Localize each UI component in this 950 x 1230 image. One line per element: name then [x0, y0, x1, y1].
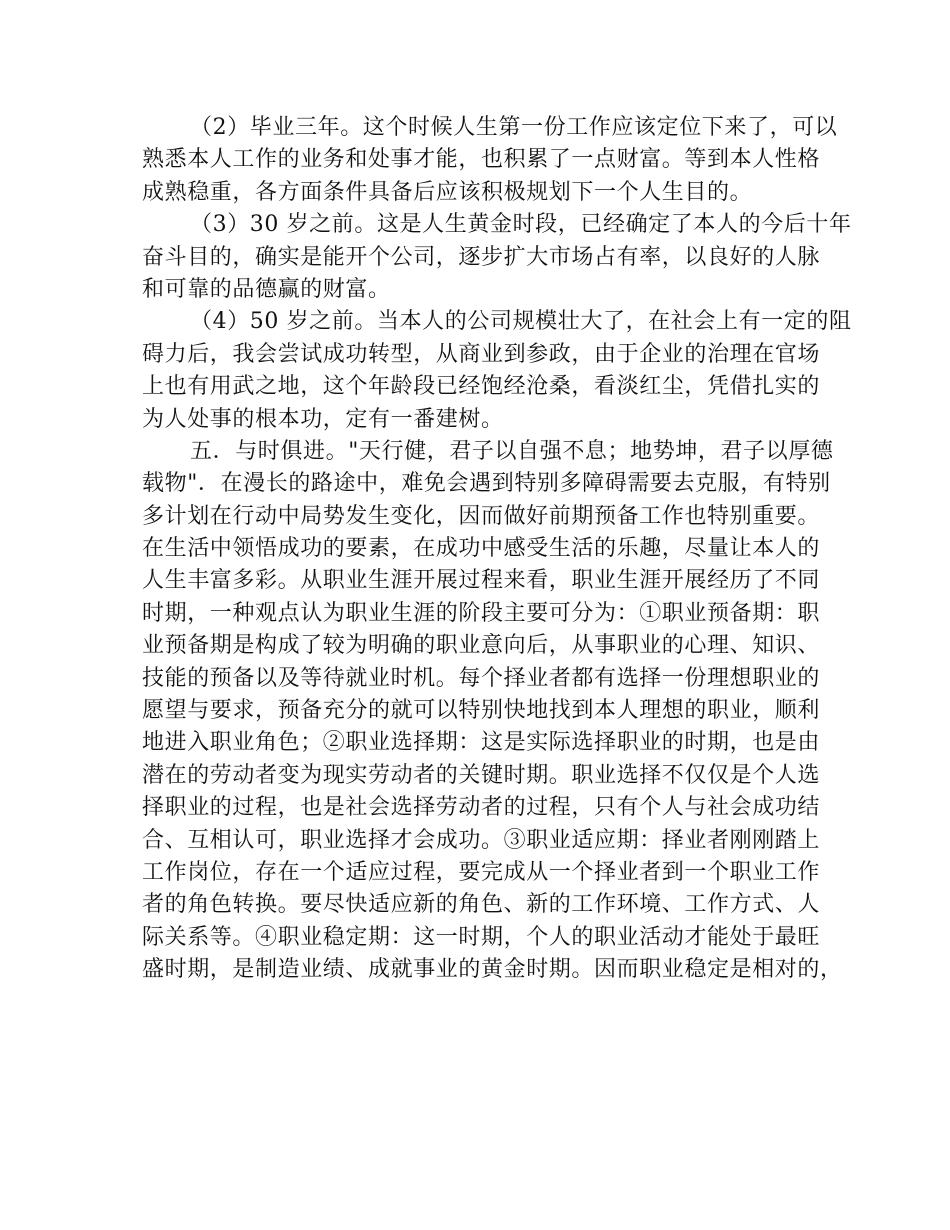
document-body [142, 112, 852, 987]
text-line: 业预备期是构成了较为明确的职业意向后，从事职业的心理、知识、 [142, 633, 821, 659]
text-line: 地进入职业角色；②职业选择期：这是实际选择职业的时期，也是由 [142, 730, 821, 756]
text-line: 多计划在行动中局势发生变化，因而做好前期预备工作也特别重要。 [142, 503, 821, 529]
text-line: 在生活中领悟成功的要素，在成功中感受生活的乐趣，尽量让本人的 [142, 536, 821, 562]
text-line: 和可靠的品德赢的财富。 [142, 276, 391, 302]
text-line: 载物"．在漫长的路途中，难免会遇到特别多障碍需要去克服，有特别 [142, 471, 831, 497]
text-line: 熟悉本人工作的业务和处事才能，也积累了一点财富。等到本人性格 [142, 147, 821, 173]
text-line: （4）50 岁之前。当本人的公司规模壮大了，在社会上有一定的阻 [190, 309, 852, 335]
text-line: 成熟稳重，各方面条件具备后应该积极规划下一个人生目的。 [142, 179, 753, 205]
text-line: 合、互相认可，职业选择才会成功。③职业适应期：择业者刚刚踏上 [142, 827, 821, 853]
text-line: （2）毕业三年。这个时候人生第一份工作应该定位下来了，可以 [190, 115, 838, 140]
text-line: 人生丰富多彩。从职业生涯开展过程来看，职业生涯开展经历了不同 [142, 568, 821, 594]
text-line: 碍力后，我会尝试成功转型，从商业到参政，由于企业的治理在官场 [142, 341, 821, 367]
text-line: 奋斗目的，确实是能开个公司，逐步扩大市场占有率，以良好的人脉 [142, 244, 821, 270]
text-line: 时期，一种观点认为职业生涯的阶段主要可分为：①职业预备期：职 [142, 600, 821, 626]
text-line: 际关系等。④职业稳定期：这一时期，个人的职业活动才能处于最旺 [142, 924, 821, 950]
text-line: 愿望与要求，预备充分的就可以特别快地找到本人理想的职业，顺利 [142, 698, 821, 724]
text-line: 工作岗位，存在一个适应过程，要完成从一个择业者到一个职业工作 [142, 859, 821, 885]
text-line: 者的角色转换。要尽快适应新的角色、新的工作环境、工作方式、人 [142, 892, 821, 918]
text-line: 盛时期，是制造业绩、成就事业的黄金时期。因而职业稳定是相对的， [142, 957, 843, 983]
text-line: 择职业的过程，也是社会选择劳动者的过程，只有个人与社会成功结 [142, 795, 821, 821]
text-line: 技能的预备以及等待就业时机。每个择业者都有选择一份理想职业的 [142, 665, 821, 691]
text-line: 为人处事的根本功，定有一番建树。 [142, 406, 504, 432]
text-line: 五．与时俱进。"天行健，君子以自强不息；地势坤，君子以厚德 [190, 438, 834, 464]
text-line: 潜在的劳动者变为现实劳动者的关键时期。职业选择不仅仅是个人选 [142, 762, 821, 788]
text-line: 上也有用武之地，这个年龄段已经饱经沧桑，看淡红尘，凭借扎实的 [142, 374, 821, 400]
text-line: （3）30 岁之前。这是人生黄金时段，已经确定了本人的今后十年 [190, 212, 852, 238]
